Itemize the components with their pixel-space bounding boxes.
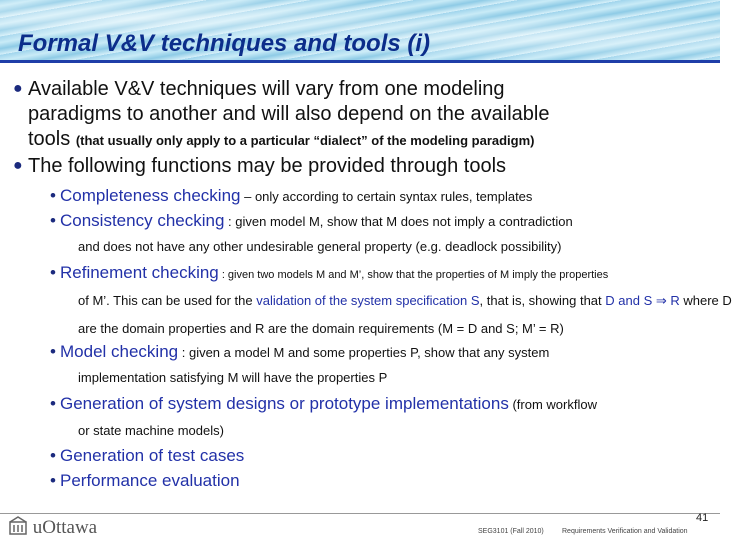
bullet-1-line2: paradigms to another and will also depend on the available xyxy=(28,103,550,125)
refinement-cont-blue: validation of the system specification S xyxy=(256,293,480,308)
footer-topic: Requirements Verification and Validation xyxy=(562,528,688,535)
uottawa-logo xyxy=(8,516,97,539)
refinement-continuation xyxy=(78,293,732,309)
generation-text: (from workflow xyxy=(508,397,597,412)
university-crest-icon xyxy=(8,516,28,536)
subbullet-refinement xyxy=(50,263,609,285)
bullet-2 xyxy=(13,155,507,178)
subbullet-completeness xyxy=(50,186,533,207)
refinement-cont-a: of M’. This can be used for the xyxy=(78,293,257,308)
bullet-dot-icon: • xyxy=(50,394,56,413)
bullet-dot-icon: • xyxy=(50,446,56,465)
model-label: Model checking xyxy=(60,342,179,361)
completeness-label: Completeness checking xyxy=(60,186,241,205)
subbullet-model xyxy=(50,342,550,363)
bullet-dot-icon: • xyxy=(50,471,56,490)
refinement-formula: D and S ⇒ R xyxy=(605,293,680,308)
logo-text: uOttawa xyxy=(32,517,98,538)
model-continuation: implementation satisfying M will have the properties P xyxy=(78,370,388,385)
bullet-1-line3-main: tools xyxy=(28,128,76,150)
bullet-dot-icon: • xyxy=(50,342,56,361)
bullet-1-line1 xyxy=(13,78,505,101)
footer-divider xyxy=(0,513,720,514)
subbullet-performance xyxy=(50,471,240,491)
refinement-text: : given two models M and M’, show that the properties of M imply the properties xyxy=(218,269,609,281)
consistency-text: : given model M, show that M does not imply a contradiction xyxy=(224,214,573,229)
title-underline xyxy=(0,60,720,63)
model-text: : given a model M and some properties P, show that any system xyxy=(178,345,550,360)
consistency-continuation: and does not have any other undesirable general property (e.g. deadlock possibility) xyxy=(78,239,562,254)
consistency-label: Consistency checking xyxy=(60,211,225,230)
generation-label: Generation of system designs or prototype implementations xyxy=(60,394,509,413)
bullet-dot-icon: ● xyxy=(13,157,23,174)
subbullet-generation xyxy=(50,394,597,415)
subbullet-testcases xyxy=(50,446,245,466)
bullet-1-line3 xyxy=(28,128,535,152)
bullet-2-text: The following functions may be provided through tools xyxy=(28,155,507,177)
bullet-dot-icon: • xyxy=(50,186,56,205)
bullet-dot-icon: • xyxy=(50,263,56,282)
bullet-1-text: Available V&V techniques will vary from one modeling xyxy=(28,78,505,100)
completeness-text: – only according to certain syntax rules, templates xyxy=(240,189,533,204)
refinement-cont-c: where D xyxy=(679,293,732,308)
footer-course: SEG3101 (Fall 2010) xyxy=(478,528,544,535)
testcases-label: Generation of test cases xyxy=(60,446,245,465)
page-number: 41 xyxy=(696,512,709,524)
refinement-continuation-2: are the domain properties and R are the domain requirements (M = D and S; M’ = R) xyxy=(78,321,564,336)
bullet-1-note: (that usually only apply to a particular “dialect” of the modeling paradigm) xyxy=(75,133,535,148)
refinement-cont-b: , that is, showing that xyxy=(479,293,606,308)
performance-label: Performance evaluation xyxy=(60,471,240,490)
generation-continuation: or state machine models) xyxy=(78,423,224,438)
slide-title: Formal V&V techniques and tools (i) xyxy=(18,30,431,57)
bullet-dot-icon: ● xyxy=(13,80,23,97)
bullet-dot-icon: • xyxy=(50,211,56,230)
refinement-label: Refinement checking xyxy=(60,263,219,282)
subbullet-consistency xyxy=(50,211,573,232)
